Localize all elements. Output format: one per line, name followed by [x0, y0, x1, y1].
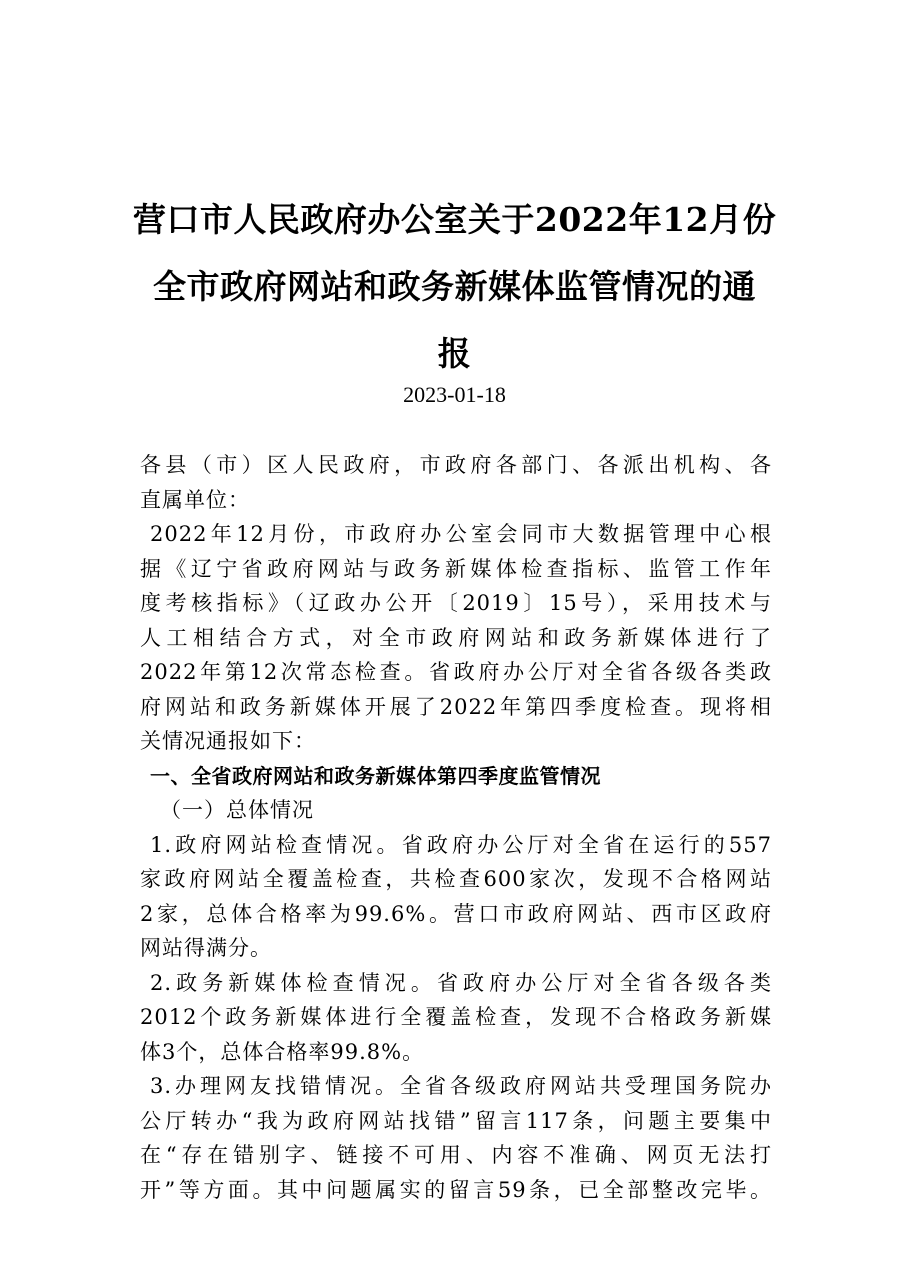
section-heading: 一、全省政府网站和政务新媒体第四季度监管情况 — [150, 763, 601, 788]
paragraph-line: 据《辽宁省政府网站与政务新媒体检查指标、监管工作年 — [140, 556, 772, 581]
paragraph-line: 体3个，总体合格率99.8%。 — [140, 1039, 425, 1064]
paragraph-line: 网站得满分。 — [140, 936, 272, 960]
addressee-line: 直属单位： — [140, 487, 250, 512]
addressee-line: 各县（市）区人民政府，市政府各部门、各派出机构、各 — [140, 453, 772, 477]
paragraph-line: 2022年第12次常态检查。省政府办公厅对全省各级各类政 — [140, 660, 772, 684]
title-line-3: 报 — [437, 334, 472, 373]
paragraph-line: 在“存在错别字、链接不可用、内容不准确、网页无法打 — [140, 1143, 772, 1167]
paragraph-line: 1.政府网站检查情况。省政府办公厅对全省在运行的557 — [150, 832, 772, 857]
title-line-1: 营口市人民政府办公室关于2022年12月份 — [132, 200, 777, 239]
paragraph-line: 家政府网站全覆盖检查，共检查600家次，发现不合格网站 — [140, 867, 772, 891]
paragraph-line: 2022年12月份，市政府办公室会同市大数据管理中心根 — [150, 522, 772, 546]
subsection-heading: （一）总体情况 — [160, 798, 314, 822]
paragraph-line: 公厅转办“我为政府网站找错”留言117条，问题主要集中 — [140, 1108, 772, 1133]
paragraph-line: 2.政务新媒体检查情况。省政府办公厅对全省各级各类 — [150, 970, 772, 995]
document-title — [120, 186, 789, 387]
paragraph-line: 3.办理网友找错情况。全省各级政府网站共受理国务院办 — [150, 1074, 772, 1098]
paragraph-line: 府网站和政务新媒体开展了2022年第四季度检查。现将相 — [140, 694, 772, 719]
paragraph-line: 2012个政务新媒体进行全覆盖检查，发现不合格政务新媒 — [140, 1005, 772, 1029]
document-body — [140, 448, 772, 1207]
paragraph-line: 开”等方面。其中问题属实的留言59条，已全部整改完毕。 — [140, 1177, 772, 1202]
paragraph-line: 人工相结合方式，对全市政府网站和政务新媒体进行了 — [140, 625, 772, 650]
paragraph-line: 2家，总体合格率为99.6%。营口市政府网站、西市区政府 — [140, 901, 772, 926]
paragraph-line: 度考核指标》（辽政办公开〔2019〕15号），采用技术与 — [140, 591, 772, 615]
title-line-2: 全市政府网站和政务新媒体监管情况的通 — [153, 267, 756, 306]
publish-date: 2023-01-18 — [403, 382, 506, 407]
paragraph-line: 关情况通报如下： — [140, 729, 316, 753]
